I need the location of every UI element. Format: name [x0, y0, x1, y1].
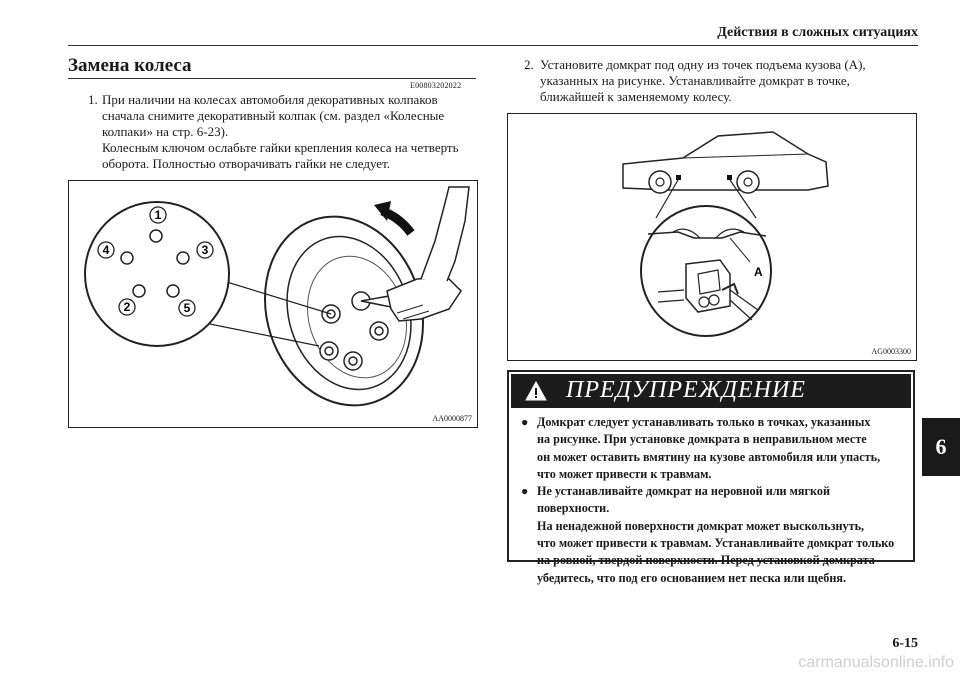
- figure-jack-points: [507, 113, 917, 361]
- nut-label: 2: [123, 300, 131, 314]
- figure-wheel-nuts: [68, 180, 478, 428]
- chapter-tab: 6: [922, 418, 960, 476]
- warning-item: [521, 483, 903, 587]
- jack-points-illustration: [508, 114, 916, 360]
- header-rule: [68, 45, 918, 46]
- step-1: [88, 92, 488, 172]
- section-code: E00803202022: [410, 81, 462, 90]
- warning-line: что может привести к травмам.: [537, 466, 712, 481]
- section-title: Замена колеса: [68, 55, 192, 76]
- warning-triangle-icon: [525, 381, 547, 406]
- running-header: Действия в сложных ситуациях: [717, 25, 918, 40]
- warning-line: на ровной, твердой поверхности. Перед установкой домкрата: [537, 553, 875, 568]
- warning-line: Не устанавливайте домкрат на неровной или мягкой: [537, 484, 831, 499]
- warning-line: он может оставить вмятину на кузове автомобиля или упасть,: [537, 449, 881, 464]
- warning-line: Домкрат следует устанавливать только в точках, указанных: [537, 415, 871, 429]
- step-1-line: колпаки» на стр. 6-23).: [102, 124, 229, 139]
- watermark: carmanualsonline.info: [798, 654, 954, 671]
- warning-line: поверхности.: [537, 501, 610, 516]
- step-1-line: сначала снимите декоративный колпак (см. раздел «Колесные: [102, 108, 445, 123]
- step-1-line: Колесным ключом ослабьте гайки крепления колеса на четверть: [102, 140, 459, 155]
- page-number: 6-15: [892, 636, 918, 651]
- bullet-icon: ●: [521, 415, 529, 429]
- step-1-number: 1.: [88, 92, 98, 107]
- step-2-number: 2.: [524, 57, 534, 72]
- figure-code: AG0003300: [871, 347, 911, 356]
- figure-code: AA0000877: [432, 414, 472, 423]
- warning-line: На ненадежной поверхности домкрат может выскользнуть,: [537, 518, 865, 533]
- warning-item: [521, 414, 903, 483]
- nut-label: 5: [183, 301, 191, 315]
- warning-line: на рисунке. При установке домкрата в неправильном месте: [537, 432, 867, 447]
- warning-line: что может привести к травмам. Устанавливайте домкрат только: [537, 536, 895, 551]
- step-2-line: ближайшей к заменяемому колесу.: [540, 89, 732, 104]
- step-2: [524, 57, 924, 105]
- step-2-line: указанных на рисунке. Устанавливайте домкрат в точке,: [540, 73, 850, 88]
- warning-box: [507, 370, 915, 585]
- warning-header: [511, 374, 911, 408]
- nut-label: 1: [154, 208, 162, 222]
- step-1-line: оборота. Полностью отворачивать гайки не следует.: [102, 156, 391, 171]
- nut-label: 3: [201, 243, 209, 257]
- section-title-rule: [68, 78, 476, 79]
- wheel-nuts-illustration: [69, 181, 477, 427]
- warning-title: ПРЕДУПРЕЖДЕНИЕ: [566, 377, 806, 403]
- jack-point-label: A: [754, 265, 763, 279]
- bullet-icon: ●: [521, 484, 529, 499]
- warning-line: убедитесь, что под его основанием нет песка или щебня.: [537, 570, 847, 585]
- step-2-line: Установите домкрат под одну из точек подъема кузова (A),: [540, 57, 866, 72]
- step-1-line: При наличии на колесах автомобиля декоративных колпаков: [102, 92, 438, 107]
- nut-label: 4: [102, 243, 110, 257]
